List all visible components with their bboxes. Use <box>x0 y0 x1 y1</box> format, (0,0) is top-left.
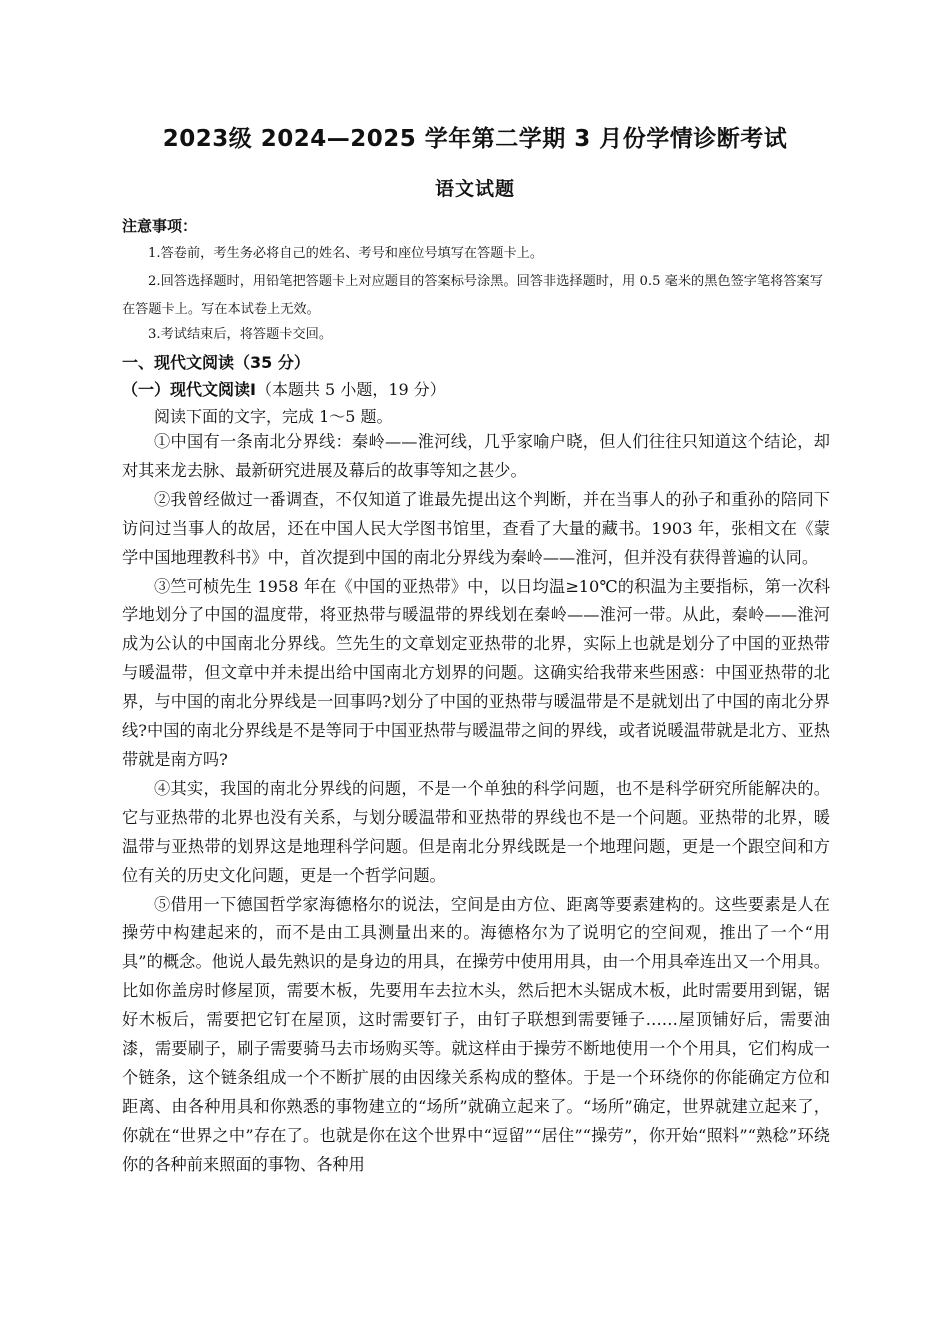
exam-title: 2023级 2024—2025 学年第二学期 3 月份学情诊断考试 <box>162 126 788 152</box>
passage-paragraph-5: ⑤借用一下德国哲学家海德格尔的说法，空间是由方位、距离等要素建构的。这些要素是人在操劳中构建起来的，而不是由工具测量出来的。海德格尔为了说明它的空间观，推出了一个“用具”的概念。他说人最先熟识的是身边的用具，在操劳中使用用具，由一个用具牵连出又一个用具。比如你盖房时修屋顶，需要木板，先要用车去拉木头，然后把木头锯成木板，此时需要用到锯，锯好木板后，需要把它钉在屋顶，这时需要钉子，由钉子联想到需要锤子……屋顶铺好后，需要油漆，需要刷子，刷子需要骑马去市场购买等。就这样由于操劳不断地使用一个个用具，它们构成一个链条，这个链条组成一个不断扩展的由因缘关系构成的整体。于是一个环绕你的你能确定方位和距离、由各种用具和你熟悉的事物建立的“场所”就确立起来了。“场所”确定，世界就建立起来了，你就在“世界之中”存在了。也就是你在这个世界中“逗留”“居住”“操劳”，你开始“照料”“熟稔”环绕你的各种前来照面的事物、各种用 <box>122 894 830 1174</box>
passage-paragraph-2: ②我曾经做过一番调查，不仅知道了谁最先提出这个判断，并在当事人的孙子和重孙的陪同下访问过当事人的故居，还在中国人民大学图书馆里，查看了大量的藏书。1903 年，张相文在《蒙学中国地理教科书》中，首次提到中国的南北分界线为秦岭——淮河，但并没有获得普遍的认同。 <box>122 489 830 567</box>
reading-passage <box>122 428 830 1180</box>
subsection-title: （一）现代文阅读Ⅰ <box>122 380 256 399</box>
subsection-detail: （本题共 5 小题，19 分） <box>255 380 446 399</box>
note-item: 1.答卷前，考生务必将自己的姓名、考号和座位号填写在答题卡上。 <box>148 246 544 261</box>
reading-instruction: 阅读下面的文字，完成 1～5 题。 <box>154 407 393 426</box>
note-item: 3.考试结束后，将答题卡交回。 <box>148 327 333 342</box>
passage-paragraph-4: ④其实，我国的南北分界线的问题，不是一个单独的科学问题，也不是科学研究所能解决的。它与亚热带的北界也没有关系，与划分暖温带和亚热带的界线也不是一个问题。亚热带的北界，暖温带与亚热带的划界这是地理科学问题。但是南北分界线既是一个地理问题，更是一个跟空间和方位有关的历史文化问题，更是一个哲学问题。 <box>122 778 830 885</box>
exam-subtitle: 语文试题 <box>434 178 515 200</box>
section-heading: 一、现代文阅读（35 分） <box>122 353 310 372</box>
passage-paragraph-3: ③竺可桢先生 1958 年在《中国的亚热带》中，以日均温≥10℃的积温为主要指标，第一次科学地划分了中国的温度带，将亚热带与暖温带的界线划在秦岭——淮河一带。从此，秦岭——淮河成为公认的中国南北分界线。竺先生的文章划定亚热带的北界，实际上也就是划分了中国的亚热带与暖温带，但文章中并未提出给中国南北方划界的问题。这确实给我带来些困惑：中国亚热带的北界，与中国的南北分界线是一回事吗?划分了中国的亚热带与暖温带是不是就划出了中国的南北分界线?中国的南北分界线是不是等同于中国亚热带与暖温带之间的界线，或者说暖温带就是北方、亚热带就是南方吗? <box>122 576 830 769</box>
notes-heading: 注意事项： <box>122 217 198 235</box>
note-item: 2.回答选择题时，用铅笔把答题卡上对应题目的答案标号涂黑。回答非选择题时，用 0.5 毫米的黑色签字笔将答案写在答题卡上。写在本试卷上无效。 <box>122 274 823 317</box>
passage-paragraph-1: ①中国有一条南北分界线：秦岭——淮河线，几乎家喻户晓，但人们往往只知道这个结论，却对其来龙去脉、最新研究进展及幕后的故事等知之甚少。 <box>122 432 830 480</box>
subsection-heading <box>122 377 446 400</box>
